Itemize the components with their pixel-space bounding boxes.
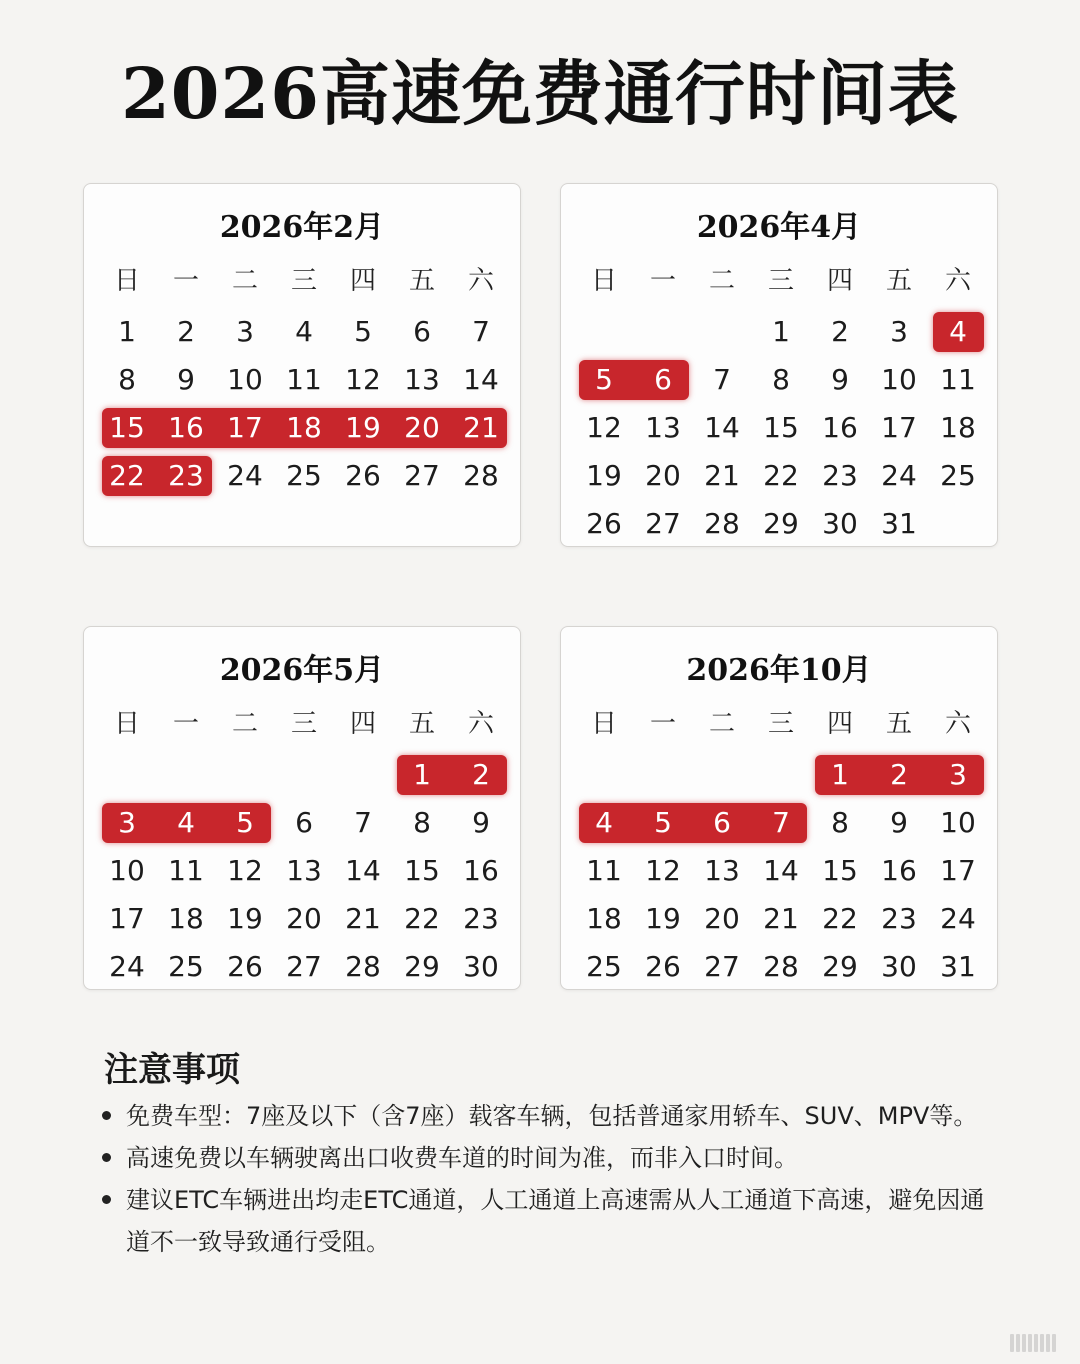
day-cell-free: 15 — [109, 411, 145, 444]
notes-list — [100, 1095, 1000, 1263]
day-cell: 24 — [227, 459, 263, 492]
weekday-label: 三 — [290, 266, 317, 296]
day-cell: 18 — [586, 902, 622, 935]
calendar-title: 2026年5月 — [219, 653, 385, 688]
day-cell: 24 — [109, 950, 145, 983]
weekday-label: 三 — [290, 709, 317, 739]
day-cell-free: 21 — [463, 411, 499, 444]
day-cell: 31 — [881, 507, 917, 540]
day-cell-free: 6 — [713, 806, 731, 839]
day-cell: 23 — [881, 902, 917, 935]
day-cell: 22 — [822, 902, 858, 935]
weekday-label: 六 — [944, 709, 971, 739]
calendar-title: 2026年2月 — [219, 210, 385, 245]
day-cell: 12 — [586, 411, 622, 444]
weekday-label: 六 — [467, 709, 494, 739]
day-cell: 26 — [345, 459, 381, 492]
day-cell: 30 — [463, 950, 499, 983]
calendar-title: 2026年10月 — [686, 653, 872, 688]
day-cell: 19 — [227, 902, 263, 935]
day-cell: 27 — [704, 950, 740, 983]
day-cell: 5 — [354, 315, 372, 348]
day-cell-free: 20 — [404, 411, 440, 444]
day-cell-free: 23 — [168, 459, 204, 492]
day-cell-free: 4 — [949, 315, 967, 348]
day-cell: 18 — [940, 411, 976, 444]
page-title: 2026高速免费通行时间表 — [121, 52, 959, 135]
day-cell: 25 — [586, 950, 622, 983]
day-cell-free: 6 — [654, 363, 672, 396]
day-cell-free: 3 — [949, 758, 967, 791]
day-cell: 24 — [940, 902, 976, 935]
day-cell: 28 — [763, 950, 799, 983]
day-cell: 3 — [890, 315, 908, 348]
day-cell: 28 — [463, 459, 499, 492]
day-cell: 2 — [177, 315, 195, 348]
day-cell: 16 — [463, 854, 499, 887]
weekday-label: 五 — [408, 709, 435, 739]
calendar-card — [83, 626, 521, 990]
day-cell: 29 — [822, 950, 858, 983]
note-item: 高速免费以车辆驶离出口收费车道的时间为准，而非入口时间。 — [100, 1137, 1000, 1179]
day-cell: 10 — [109, 854, 145, 887]
note-item: 建议ETC车辆进出均走ETC通道，人工通道上高速需从人工通道下高速，避免因通道不一致导致通行受阻。 — [100, 1179, 1000, 1263]
day-cell: 20 — [645, 459, 681, 492]
day-cell: 4 — [295, 315, 313, 348]
weekday-label: 三 — [767, 266, 794, 296]
day-cell-free: 7 — [772, 806, 790, 839]
day-cell: 7 — [354, 806, 372, 839]
day-cell: 10 — [881, 363, 917, 396]
day-cell: 12 — [645, 854, 681, 887]
day-cell: 11 — [286, 363, 322, 396]
day-cell: 8 — [831, 806, 849, 839]
calendar-card — [83, 183, 521, 547]
day-cell: 7 — [472, 315, 490, 348]
weekday-label: 二 — [708, 266, 735, 296]
weekday-label: 一 — [649, 266, 676, 296]
notes-title: 注意事项 — [104, 1050, 240, 1090]
day-cell: 28 — [704, 507, 740, 540]
weekday-label: 四 — [349, 709, 376, 739]
day-cell: 26 — [645, 950, 681, 983]
day-cell-free: 5 — [654, 806, 672, 839]
weekday-label: 五 — [885, 266, 912, 296]
day-cell: 27 — [286, 950, 322, 983]
weekday-label: 五 — [885, 709, 912, 739]
day-cell: 9 — [890, 806, 908, 839]
day-cell: 19 — [586, 459, 622, 492]
note-item: 免费车型：7座及以下（含7座）载客车辆，包括普通家用轿车、SUV、MPV等。 — [100, 1095, 1000, 1137]
day-cell: 14 — [763, 854, 799, 887]
day-cell-free: 5 — [236, 806, 254, 839]
day-cell: 26 — [227, 950, 263, 983]
day-cell: 8 — [772, 363, 790, 396]
day-cell-free: 17 — [227, 411, 263, 444]
day-cell: 25 — [168, 950, 204, 983]
weekday-label: 日 — [113, 709, 140, 739]
day-cell: 30 — [881, 950, 917, 983]
day-cell: 17 — [940, 854, 976, 887]
day-cell: 27 — [404, 459, 440, 492]
weekday-label: 五 — [408, 266, 435, 296]
day-cell: 10 — [227, 363, 263, 396]
day-cell: 17 — [881, 411, 917, 444]
day-cell: 7 — [713, 363, 731, 396]
day-cell: 11 — [168, 854, 204, 887]
day-cell: 20 — [704, 902, 740, 935]
weekday-label: 日 — [113, 266, 140, 296]
day-cell: 9 — [177, 363, 195, 396]
day-cell: 13 — [704, 854, 740, 887]
day-cell-free: 1 — [413, 758, 431, 791]
day-cell: 22 — [404, 902, 440, 935]
day-cell-free: 4 — [595, 806, 613, 839]
day-cell: 30 — [822, 507, 858, 540]
weekday-label: 二 — [231, 266, 258, 296]
day-cell-free: 22 — [109, 459, 145, 492]
day-cell-free: 16 — [168, 411, 204, 444]
day-cell-free: 3 — [118, 806, 136, 839]
calendar-card — [560, 626, 998, 990]
day-cell: 11 — [586, 854, 622, 887]
day-cell: 11 — [940, 363, 976, 396]
day-cell: 21 — [763, 902, 799, 935]
day-cell: 6 — [295, 806, 313, 839]
day-cell-free: 2 — [890, 758, 908, 791]
day-cell: 9 — [472, 806, 490, 839]
day-cell: 14 — [345, 854, 381, 887]
day-cell: 8 — [118, 363, 136, 396]
day-cell: 2 — [831, 315, 849, 348]
bullet-icon — [102, 1111, 111, 1120]
day-cell: 22 — [763, 459, 799, 492]
weekday-label: 六 — [944, 266, 971, 296]
weekday-label: 三 — [767, 709, 794, 739]
day-cell: 15 — [763, 411, 799, 444]
bullet-icon — [102, 1195, 111, 1204]
day-cell: 20 — [286, 902, 322, 935]
day-cell: 15 — [404, 854, 440, 887]
day-cell: 16 — [881, 854, 917, 887]
day-cell: 16 — [822, 411, 858, 444]
day-cell: 12 — [227, 854, 263, 887]
day-cell: 28 — [345, 950, 381, 983]
weekday-label: 二 — [231, 709, 258, 739]
day-cell-free: 2 — [472, 758, 490, 791]
day-cell: 15 — [822, 854, 858, 887]
watermark-icon — [1010, 1332, 1070, 1354]
day-cell-free: 1 — [831, 758, 849, 791]
day-cell-free: 5 — [595, 363, 613, 396]
calendar-card — [560, 183, 998, 547]
weekday-label: 一 — [172, 266, 199, 296]
day-cell: 29 — [404, 950, 440, 983]
day-cell: 21 — [704, 459, 740, 492]
day-cell: 6 — [413, 315, 431, 348]
day-cell-free: 19 — [345, 411, 381, 444]
day-cell: 27 — [645, 507, 681, 540]
weekday-label: 一 — [172, 709, 199, 739]
day-cell: 12 — [345, 363, 381, 396]
day-cell-free: 4 — [177, 806, 195, 839]
day-cell: 25 — [940, 459, 976, 492]
day-cell: 26 — [586, 507, 622, 540]
day-cell: 13 — [404, 363, 440, 396]
bullet-icon — [102, 1153, 111, 1162]
weekday-label: 四 — [826, 709, 853, 739]
day-cell: 21 — [345, 902, 381, 935]
day-cell: 8 — [413, 806, 431, 839]
day-cell: 18 — [168, 902, 204, 935]
weekday-label: 四 — [826, 266, 853, 296]
day-cell: 23 — [463, 902, 499, 935]
day-cell: 31 — [940, 950, 976, 983]
day-cell: 29 — [763, 507, 799, 540]
day-cell: 3 — [236, 315, 254, 348]
day-cell: 13 — [286, 854, 322, 887]
weekday-label: 一 — [649, 709, 676, 739]
day-cell: 24 — [881, 459, 917, 492]
weekday-label: 六 — [467, 266, 494, 296]
day-cell: 14 — [463, 363, 499, 396]
day-cell: 23 — [822, 459, 858, 492]
day-cell: 10 — [940, 806, 976, 839]
weekday-label: 日 — [590, 709, 617, 739]
day-cell: 1 — [772, 315, 790, 348]
day-cell: 14 — [704, 411, 740, 444]
day-cell: 19 — [645, 902, 681, 935]
weekday-label: 二 — [708, 709, 735, 739]
day-cell: 17 — [109, 902, 145, 935]
weekday-label: 四 — [349, 266, 376, 296]
day-cell: 25 — [286, 459, 322, 492]
day-cell: 13 — [645, 411, 681, 444]
day-cell: 1 — [118, 315, 136, 348]
calendar-title: 2026年4月 — [696, 210, 862, 245]
weekday-label: 日 — [590, 266, 617, 296]
day-cell-free: 18 — [286, 411, 322, 444]
day-cell: 9 — [831, 363, 849, 396]
